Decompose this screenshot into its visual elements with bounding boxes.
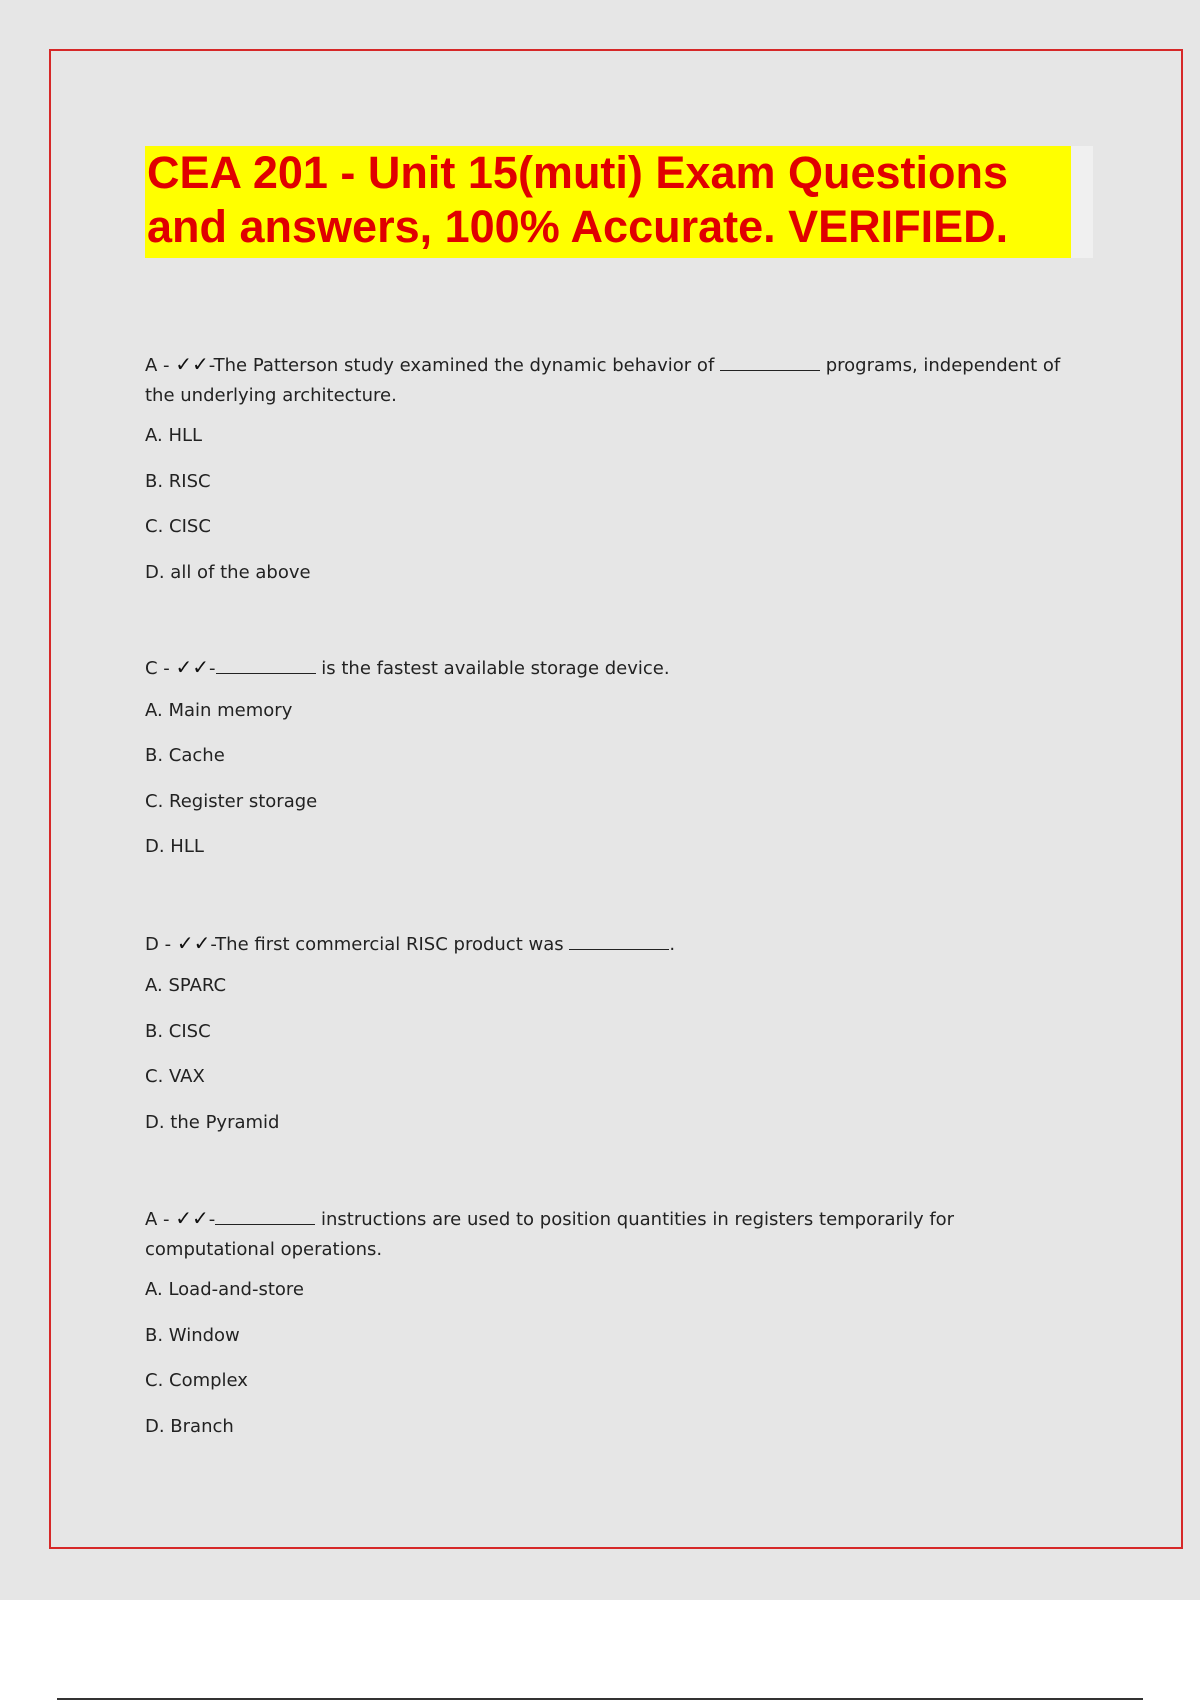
stem-text-before: -: [208, 1209, 216, 1230]
question-stem: A - ✓✓-The Patterson study examined the dynamic behavior of programs, independent of the underlying architecture.: [145, 352, 1061, 406]
question-stem: D - ✓✓-The first commercial RISC product was .: [145, 931, 676, 955]
option-c: C. VAX: [145, 1066, 205, 1087]
option-d: D. the Pyramid: [145, 1112, 280, 1133]
question-4: [145, 1203, 1075, 1437]
option-a: A. HLL: [145, 425, 203, 446]
stem-text-after: is the fastest available storage device.: [315, 658, 670, 679]
check-icon: ✓✓: [175, 1206, 209, 1230]
answer-key: C: [145, 658, 158, 679]
answer-blank: [216, 655, 316, 674]
option-c: C. Register storage: [145, 791, 318, 812]
option-b: B. Window: [145, 1325, 240, 1346]
stem-text-before: -The Patterson study examined the dynamic behavior of: [208, 355, 721, 376]
question-stem: A - ✓✓- instructions are used to position quantities in registers temporarily for computational operations.: [145, 1206, 955, 1260]
option-c: C. Complex: [145, 1370, 248, 1391]
option-d: D. all of the above: [145, 562, 311, 583]
question-2: [145, 652, 1075, 857]
answer-key: A: [145, 355, 158, 376]
option-a: A. Load-and-store: [145, 1279, 305, 1300]
option-b: B. CISC: [145, 1021, 211, 1042]
stem-text-before: -The first commercial RISC product was: [210, 934, 570, 955]
answer-blank: [569, 931, 669, 950]
title-highlight-end: [1071, 146, 1093, 258]
answer-blank: [215, 1206, 315, 1225]
option-b: B. RISC: [145, 471, 211, 492]
stem-text-after: instructions are used to position quantities in registers temporarily for computational operations.: [145, 1209, 955, 1260]
stem-text-before: -: [209, 658, 216, 679]
option-a: A. SPARC: [145, 975, 227, 996]
document-title-line-1: CEA 201 - Unit 15(muti) Exam Questions: [147, 147, 1009, 198]
check-icon: ✓✓: [176, 931, 211, 955]
check-icon: ✓✓: [175, 655, 210, 679]
stem-text-after: programs, independent of the underlying architecture.: [145, 355, 1061, 406]
stem-text-after: .: [669, 934, 676, 955]
answer-blank: [720, 352, 820, 371]
question-1: [145, 349, 1075, 583]
answer-key: A: [145, 1209, 158, 1230]
option-a: A. Main memory: [145, 700, 293, 721]
question-stem: C - ✓✓- is the fastest available storage device.: [145, 655, 670, 679]
option-b: B. Cache: [145, 745, 225, 766]
check-icon: ✓✓: [175, 352, 209, 376]
document-title-line-2: and answers, 100% Accurate. VERIFIED.: [147, 201, 1009, 252]
option-c: C. CISC: [145, 516, 211, 537]
option-d: D. HLL: [145, 836, 204, 857]
option-d: D. Branch: [145, 1416, 234, 1437]
question-3: [145, 928, 1075, 1133]
answer-key: D: [145, 934, 159, 955]
